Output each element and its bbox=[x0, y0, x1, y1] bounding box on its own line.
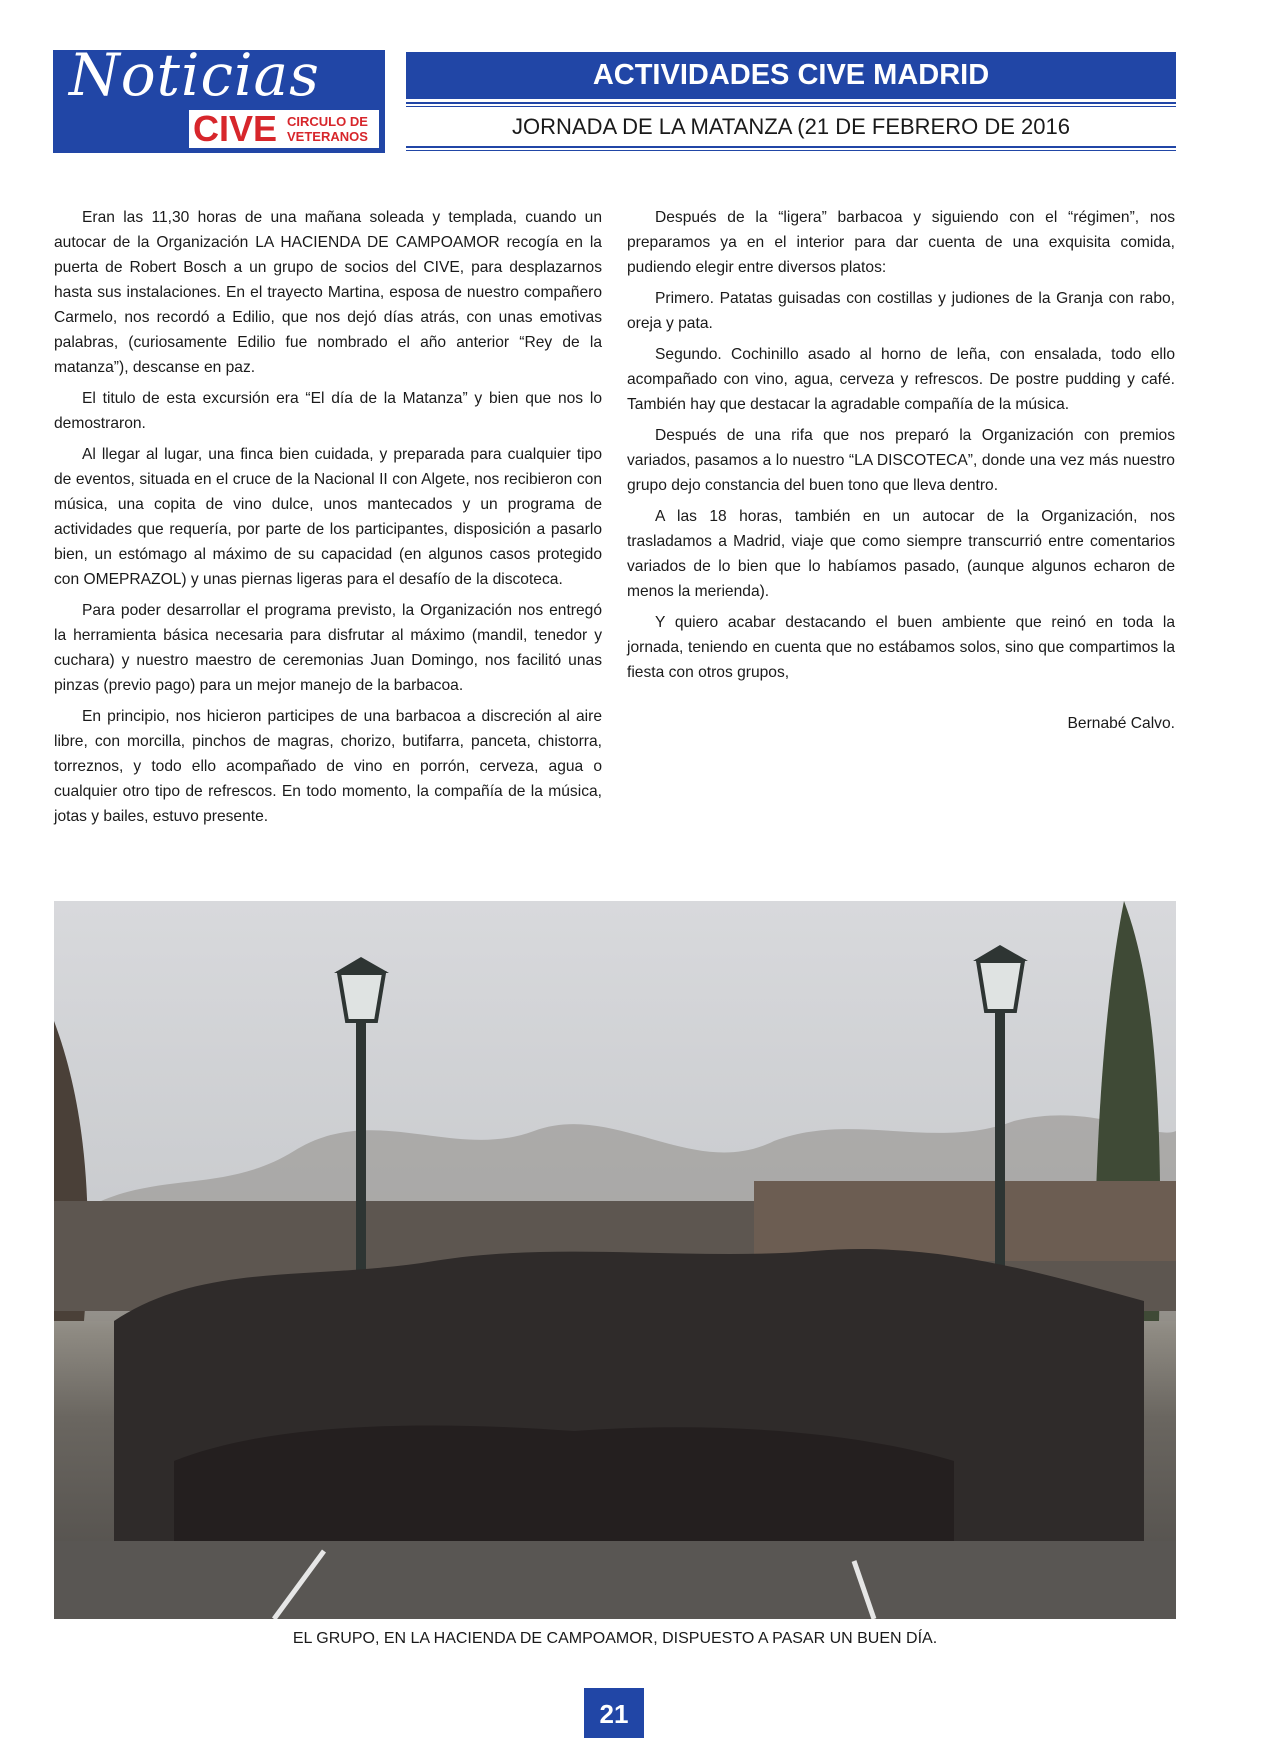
header-rule-bottom-thin bbox=[406, 150, 1176, 151]
paragraph: Después de la “ligera” barbacoa y siguiendo con el “régimen”, nos preparamos ya en el interior para dar cuenta de una exquisita comida, pudiendo elegir entre diversos platos: bbox=[627, 209, 1175, 276]
paragraph: A las 18 horas, también en un autocar de la Organización, nos trasladamos a Madrid, viaje que como siempre transcurrió entre comentarios variados de lo bien que lo habíamos pasado, (aunque algunos echaron de menos la merienda). bbox=[627, 508, 1175, 600]
photo-caption: EL GRUPO, EN LA HACIENDA DE CAMPOAMOR, DISPUESTO A PASAR UN BUEN DÍA. bbox=[292, 1630, 938, 1647]
author-signature: Bernabé Calvo. bbox=[1067, 715, 1175, 732]
header-rule-bottom bbox=[406, 146, 1176, 148]
header-rule-top-thin bbox=[406, 106, 1176, 107]
section-title: ACTIVIDADES CIVE MADRID bbox=[406, 52, 1176, 99]
group-photo bbox=[54, 901, 1176, 1619]
header-rule-top bbox=[406, 102, 1176, 104]
logo-brand: CIVE bbox=[193, 108, 278, 149]
paragraph: Segundo. Cochinillo asado al horno de leña, con ensalada, todo ello acompañado con vino, agua, cerveza y refrescos. De postre pudding y café. También hay que destacar la agradable compañía de la música. bbox=[627, 346, 1175, 413]
noticias-cive-logo bbox=[53, 50, 385, 153]
article-column-right bbox=[627, 205, 1175, 742]
article-column-left bbox=[54, 205, 602, 835]
paragraph: El titulo de esta excursión era “El día de la Matanza” y bien que nos lo demostraron. bbox=[54, 390, 602, 432]
group-photo-illustration bbox=[54, 901, 1176, 1619]
paragraph: En principio, nos hicieron participes de una barbacoa a discreción al aire libre, con morcilla, pinchos de magras, chorizo, butifarra, panceta, chistorra, torreznos, y todo ello acompañado de vino en porrón, cerveza, agua o cualquier otro tipo de refrescos. En todo momento, la compañía de la música, jotas y bailes, estuvo presente. bbox=[54, 708, 602, 825]
paragraph: Al llegar al lugar, una finca bien cuidada, y preparada para cualquier tipo de eventos, situada en el cruce de la Nacional II con Algete, nos recibieron con música, una copita de vino dulce, unos mantecados y un programa de actividades que requería, por parte de los participantes, disposición a pasarlo bien, un estómago al máximo de su capacidad (en algunos casos protegido con OMEPRAZOL) y unas piernas ligeras para el desafío de la discoteca. bbox=[54, 446, 602, 588]
article-subtitle: JORNADA DE LA MATANZA (21 DE FEBRERO DE 2016 bbox=[512, 114, 1070, 139]
paragraph: Y quiero acabar destacando el buen ambiente que reinó en toda la jornada, teniendo en cuenta que no estábamos solos, sino que compartimos la fiesta con otros grupos, bbox=[627, 614, 1175, 681]
logo-subtitle: CIRCULO DE VETERANOS bbox=[287, 114, 368, 144]
paragraph: Después de una rifa que nos preparó la Organización con premios variados, pasamos a lo nuestro “LA DISCOTECA”, donde una vez más nuestro grupo dejo constancia del buen tono que lleva dentro. bbox=[627, 427, 1175, 494]
logo-title: Noticias bbox=[69, 50, 320, 109]
page-number: 21 bbox=[584, 1688, 644, 1738]
paragraph: Primero. Patatas guisadas con costillas y judiones de la Granja con rabo, oreja y pata. bbox=[627, 290, 1175, 332]
paragraph: Para poder desarrollar el programa previsto, la Organización nos entregó la herramienta básica necesaria para disfrutar al máximo (mandil, tenedor y cuchara) y nuestro maestro de ceremonias Juan Domingo, nos facilitó unas pinzas (previo pago) para un mejor manejo de la barbacoa. bbox=[54, 602, 602, 694]
paragraph: Eran las 11,30 horas de una mañana soleada y templada, cuando un autocar de la Organización LA HACIENDA DE CAMPOAMOR recogía en la puerta de Robert Bosch a un grupo de socios del CIVE, para desplazarnos hasta sus instalaciones. En el trayecto Martina, esposa de nuestro compañero Carmelo, nos recordó a Edilio, que nos dejó días atrás, con unas emotivas palabras, (curiosamente Edilio fue nombrado el año anterior “Rey de la matanza”), descanse en paz. bbox=[54, 209, 602, 376]
logo-brand-box bbox=[189, 110, 379, 148]
